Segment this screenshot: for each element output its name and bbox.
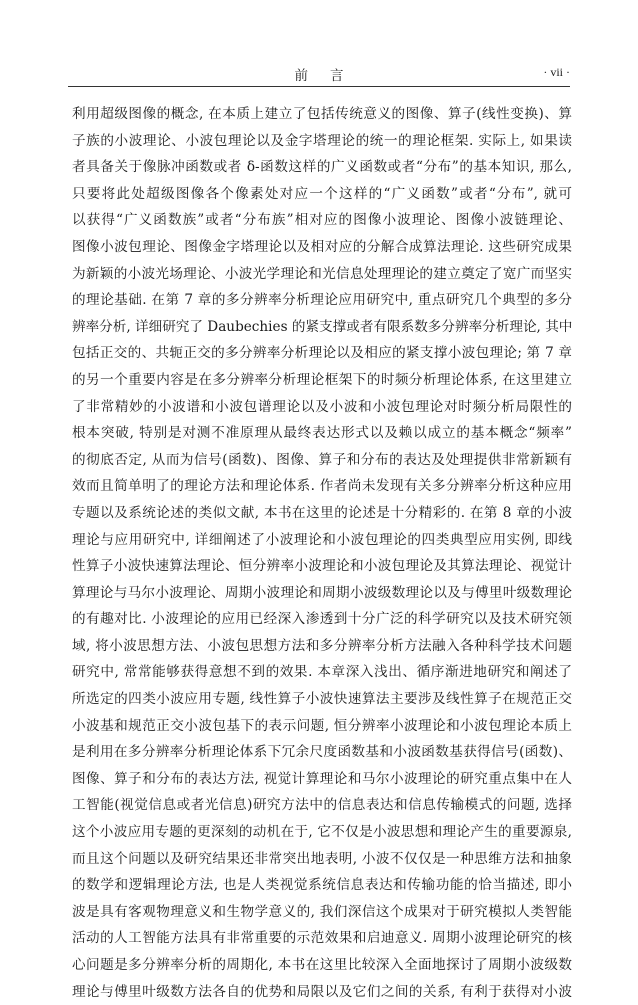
body-line: 的理论基础. 在第 7 章的多分辨率分析理论应用研究中, 重点研究几个典型的多分 xyxy=(72,292,572,309)
body-line: 了非常精妙的小波谱和小波包谱理论以及小波和小波包理论对时频分析局限性的 xyxy=(72,398,572,415)
body-line: 域, 将小波思想方法、小波包思想方法和多分辨率分析方法融入各种科学技术问题 xyxy=(72,637,572,654)
body-line: 利用超级图像的概念, 在本质上建立了包括传统意义的图像、算子(线性变换)、算 xyxy=(72,106,572,122)
body-line: 研究中, 常常能够获得意想不到的效果. 本章深入浅出、循序渐进地研究和阐述了 xyxy=(72,664,572,681)
body-line: 根本突破, 特别是对测不准原理从最终表达形式以及赖以成立的基本概念“频率” xyxy=(72,425,572,442)
body-line: 专题以及系统论述的类似文献, 本书在这里的论述是十分精彩的. 在第 8 章的小波 xyxy=(72,504,572,521)
body-line: 的彻底否定, 从而为信号(函数)、图像、算子和分布的表达及处理提供非常新颖有 xyxy=(72,451,572,468)
body-line: 所选定的四类小波应用专题, 线性算子小波快速算法主要涉及线性算子在规范正交 xyxy=(72,691,572,708)
body-line: 效而且简单明了的理论方法和理论体系. 作者尚未发现有关多分辨率分析这种应用 xyxy=(72,478,572,495)
body-line: 以获得“广义函数族”或者“分布族”相对应的图像小波理论、图像小波链理论、 xyxy=(72,212,572,229)
header-title-right: 言 xyxy=(330,68,344,84)
page-number: · vii · xyxy=(543,65,570,79)
body-line: 的数学和逻辑理论方法, 也是人类视觉系统信息表达和传输功能的恰当描述, 即小 xyxy=(72,877,572,894)
body-line: 的有趣对比. 小波理论的应用已经深入渗透到十分广泛的科学研究以及技术研究领 xyxy=(72,611,572,628)
body-line: 理论与应用研究中, 详细阐述了小波理论和小波包理论的四类典型应用实例, 即线 xyxy=(72,531,572,548)
body-line: 者具备关于像脉冲函数或者 δ-函数这样的广义函数或者“分布”的基本知识, 那么, xyxy=(72,159,572,176)
body-line: 图像小波包理论、图像金字塔理论以及相对应的分解合成算法理论. 这些研究成果 xyxy=(72,238,572,255)
body-text xyxy=(72,101,572,1005)
body-line: 为新颖的小波光场理论、小波光学理论和光信息处理理论的建立奠定了宽广而坚实 xyxy=(72,265,572,282)
body-line: 工智能(视觉信息或者光信息)研究方法中的信息表达和信息传输模式的问题, 选择 xyxy=(72,797,572,814)
body-line: 活动的人工智能方法具有非常重要的示范效果和启迪意义. 周期小波理论研究的核 xyxy=(72,930,572,947)
body-line: 算理论与马尔小波理论、周期小波理论和周期小波级数理论以及与傅里叶级数理论 xyxy=(72,584,572,601)
body-line: 子族的小波理论、小波包理论以及金字塔理论的统一的理论框架. 实际上, 如果读 xyxy=(72,132,572,149)
body-line: 是利用在多分辨率分析理论体系下冗余尺度函数基和小波函数基获得信号(函数)、 xyxy=(72,744,572,761)
body-line: 辨率分析, 详细研究了 Daubechies 的紧支撑或者有限系数多分辨率分析理论, 其中 xyxy=(72,318,572,335)
body-line: 心问题是多分辨率分析的周期化, 本书在这里比较深入全面地探讨了周期小波级数 xyxy=(72,957,572,973)
body-line: 包括正交的、共轭正交的多分辨率分析理论以及相应的紧支撑小波包理论; 第 7 章 xyxy=(72,345,572,362)
body-line: 只要将此处超级图像各个像素处对应一个这样的“广义函数”或者“分布”, 就可 xyxy=(72,185,572,202)
body-line: 波是具有客观物理意义和生物学意义的, 我们深信这个成果对于研究模拟人类智能 xyxy=(72,903,572,920)
header-title xyxy=(68,64,570,84)
body-line: 性算子小波快速算法理论、恒分辨率小波理论和小波包理论及其算法理论、视觉计 xyxy=(72,558,572,575)
body-line: 这个小波应用专题的更深刻的动机在于, 它不仅是小波思想和理论产生的重要源泉, xyxy=(72,824,572,841)
body-line: 图像、算子和分布的表达方法, 视觉计算理论和马尔小波理论的研究重点集中在人 xyxy=(72,770,572,787)
body-line: 小波基和规范正交小波包基下的表示问题, 恒分辨率小波理论和小波包理论本质上 xyxy=(72,717,572,734)
running-header xyxy=(68,62,570,87)
body-line: 的另一个重要内容是在多分辨率分析理论框架下的时频分析理论体系, 在这里建立 xyxy=(72,371,572,388)
body-line: 理论与傅里叶级数方法各自的优势和局限以及它们之间的关系, 有利于获得对小波 xyxy=(72,983,572,1000)
body-line: 而且这个问题以及研究结果还非常突出地表明, 小波不仅仅是一种思维方法和抽象 xyxy=(72,850,572,867)
header-title-left: 前 xyxy=(294,68,308,84)
